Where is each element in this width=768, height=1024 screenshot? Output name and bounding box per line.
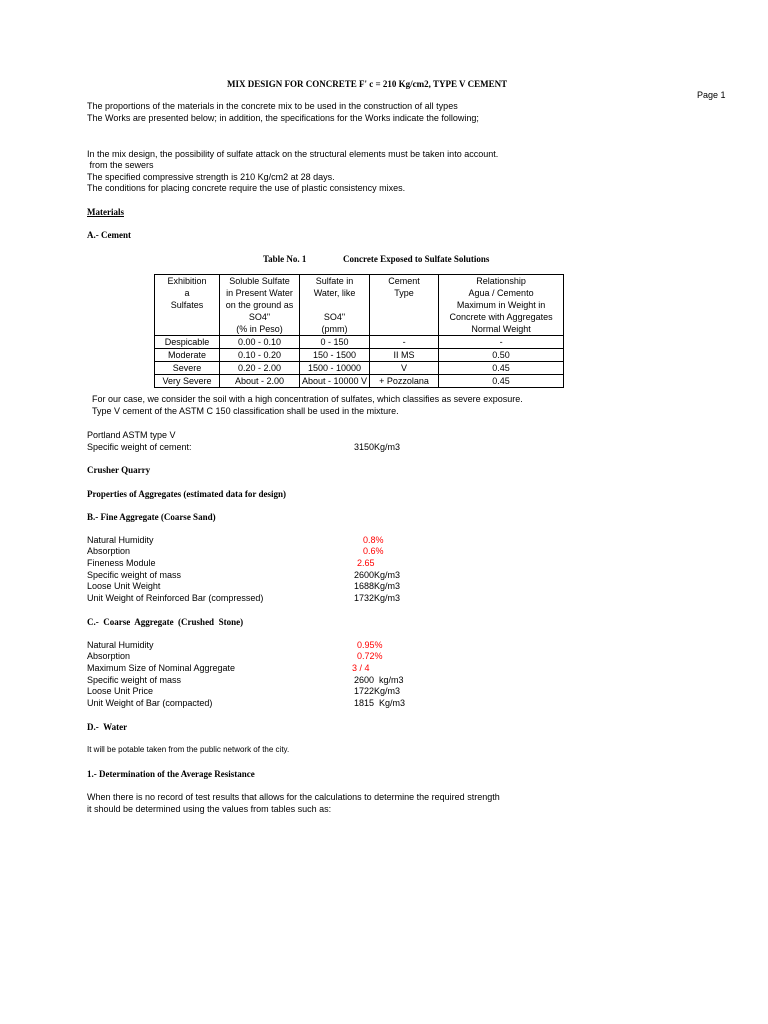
- table-cell: 0.00 - 0.10: [220, 336, 300, 349]
- property-value: 2600Kg/m3: [354, 570, 401, 580]
- table-cell: Very Severe: [155, 375, 220, 388]
- header-text: Exhibition: [167, 276, 207, 286]
- header-text: SO4": [248, 312, 271, 322]
- header-text: in Present Water: [226, 288, 293, 298]
- header-text: Cement: [388, 276, 420, 286]
- property-value: 0.8%: [363, 535, 384, 545]
- table-cell: II MS: [370, 349, 439, 362]
- quarry-heading: Crusher Quarry: [87, 465, 151, 475]
- sulfate-table: [154, 274, 564, 388]
- property-label: Maximum Size of Nominal Aggregate: [87, 663, 236, 673]
- property-value: 1688Kg/m3: [354, 581, 401, 591]
- table-row: [155, 362, 564, 375]
- header-text: Concrete with Aggregates: [449, 312, 553, 322]
- table-cell: Despicable: [155, 336, 220, 349]
- property-value: 2600 kg/m3: [354, 675, 404, 685]
- page-number: Page 1: [697, 90, 726, 100]
- header-text: Sulfate in: [315, 276, 354, 286]
- properties-heading: Properties of Aggregates (estimated data for design): [87, 489, 286, 499]
- header-text: Agua / Cemento: [468, 288, 534, 298]
- table-header-cell: [300, 275, 370, 336]
- cement-weight-value: 3150Kg/m3: [354, 442, 401, 452]
- property-label: Absorption: [87, 651, 131, 661]
- cement-note: Type V cement of the ASTM C 150 classification shall be used in the mixture.: [92, 406, 399, 416]
- table-cell: V: [370, 362, 439, 375]
- header-text: Type: [394, 288, 414, 298]
- property-value: 1722Kg/m3: [354, 686, 401, 696]
- table-cell: 0.20 - 2.00: [220, 362, 300, 375]
- property-label: Specific weight of mass: [87, 675, 182, 685]
- intro-line: The Works are presented below; in addition, the specifications for the Works indicate the following;: [87, 113, 479, 123]
- intro-line: In the mix design, the possibility of sulfate attack on the structural elements must be taken into account.: [87, 149, 499, 159]
- water-heading: D.- Water: [87, 722, 128, 732]
- header-text: Sulfates: [170, 300, 204, 310]
- header-text: Relationship: [476, 276, 526, 286]
- table-cell: 150 - 1500: [300, 349, 370, 362]
- materials-heading: [87, 207, 148, 217]
- table-cell: 0.45: [439, 362, 564, 375]
- property-value: 0.6%: [363, 546, 384, 556]
- property-value: 3 / 4: [352, 663, 370, 673]
- table-cell: 0 - 150: [300, 336, 370, 349]
- table-row: [155, 375, 564, 388]
- property-label: Unit Weight of Reinforced Bar (compressed): [87, 593, 264, 603]
- property-label: Specific weight of mass: [87, 570, 182, 580]
- table-cell: 0.50: [439, 349, 564, 362]
- resistance-heading: 1.- Determination of the Average Resistance: [87, 769, 255, 779]
- property-label: Loose Unit Price: [87, 686, 154, 696]
- table-title: Concrete Exposed to Sulfate Solutions: [343, 254, 490, 264]
- resistance-text: When there is no record of test results that allows for the calculations to determine the required strength: [87, 792, 500, 802]
- property-label: Unit Weight of Bar (compacted): [87, 698, 213, 708]
- table-header-cell: [220, 275, 300, 336]
- property-label: Natural Humidity: [87, 640, 154, 650]
- intro-line: The specified compressive strength is 210 Kg/cm2 at 28 days.: [87, 172, 335, 182]
- fine-aggregate-heading: B.- Fine Aggregate (Coarse Sand): [87, 512, 216, 522]
- property-value: 1815 Kg/m3: [354, 698, 406, 708]
- header-text: SO4": [323, 312, 346, 322]
- header-text: Water, like: [313, 288, 356, 298]
- table-cell: About - 10000 V: [300, 375, 370, 388]
- property-value: 2.65: [357, 558, 375, 568]
- resistance-text: it should be determined using the values from tables such as:: [87, 804, 332, 814]
- table-cell: Moderate: [155, 349, 220, 362]
- table-cell: -: [370, 336, 439, 349]
- header-text: a: [184, 288, 190, 298]
- cement-note: For our case, we consider the soil with a high concentration of sulfates, which classifies as severe exposure.: [92, 394, 523, 404]
- table-cell: 0.10 - 0.20: [220, 349, 300, 362]
- header-text: Normal Weight: [471, 324, 531, 334]
- header-text: on the ground as: [225, 300, 294, 310]
- header-text: (pmm): [321, 324, 348, 334]
- header-text: Maximum in Weight in: [456, 300, 546, 310]
- materials-heading-text: Materials: [87, 207, 124, 217]
- table-row: [155, 349, 564, 362]
- table-cell: About - 2.00: [220, 375, 300, 388]
- coarse-aggregate-heading: C.- Coarse Aggregate (Crushed Stone): [87, 617, 244, 627]
- intro-line: The proportions of the materials in the concrete mix to be used in the construction of all types: [87, 101, 458, 111]
- table-header-cell: [439, 275, 564, 336]
- table-header-cell: [155, 275, 220, 336]
- table-number: Table No. 1: [263, 254, 307, 264]
- property-value: 0.95%: [357, 640, 383, 650]
- header-text: Soluble Sulfate: [229, 276, 290, 286]
- property-value: 0.72%: [357, 651, 383, 661]
- header-text: (% in Peso): [236, 324, 283, 334]
- cement-heading: A.- Cement: [87, 230, 131, 240]
- table-cell: 1500 - 10000: [300, 362, 370, 375]
- property-label: Absorption: [87, 546, 131, 556]
- property-label: Loose Unit Weight: [87, 581, 161, 591]
- portland-type: Portland ASTM type V: [87, 430, 176, 440]
- table-cell: Severe: [155, 362, 220, 375]
- property-value: 1732Kg/m3: [354, 593, 401, 603]
- document-title: MIX DESIGN FOR CONCRETE F' c = 210 Kg/cm2, TYPE V CEMENT: [227, 79, 508, 89]
- cement-weight-label: Specific weight of cement:: [87, 442, 192, 452]
- property-label: Fineness Module: [87, 558, 156, 568]
- table-row: [155, 336, 564, 349]
- table-cell: -: [439, 336, 564, 349]
- table-cell: + Pozzolana: [370, 375, 439, 388]
- table-header-row: [155, 275, 564, 336]
- intro-line: from the sewers: [87, 160, 154, 170]
- water-text: It will be potable taken from the public network of the city.: [87, 745, 290, 754]
- property-label: Natural Humidity: [87, 535, 154, 545]
- table-cell: 0.45: [439, 375, 564, 388]
- table-header-cell: [370, 275, 439, 336]
- intro-line: The conditions for placing concrete require the use of plastic consistency mixes.: [87, 183, 406, 193]
